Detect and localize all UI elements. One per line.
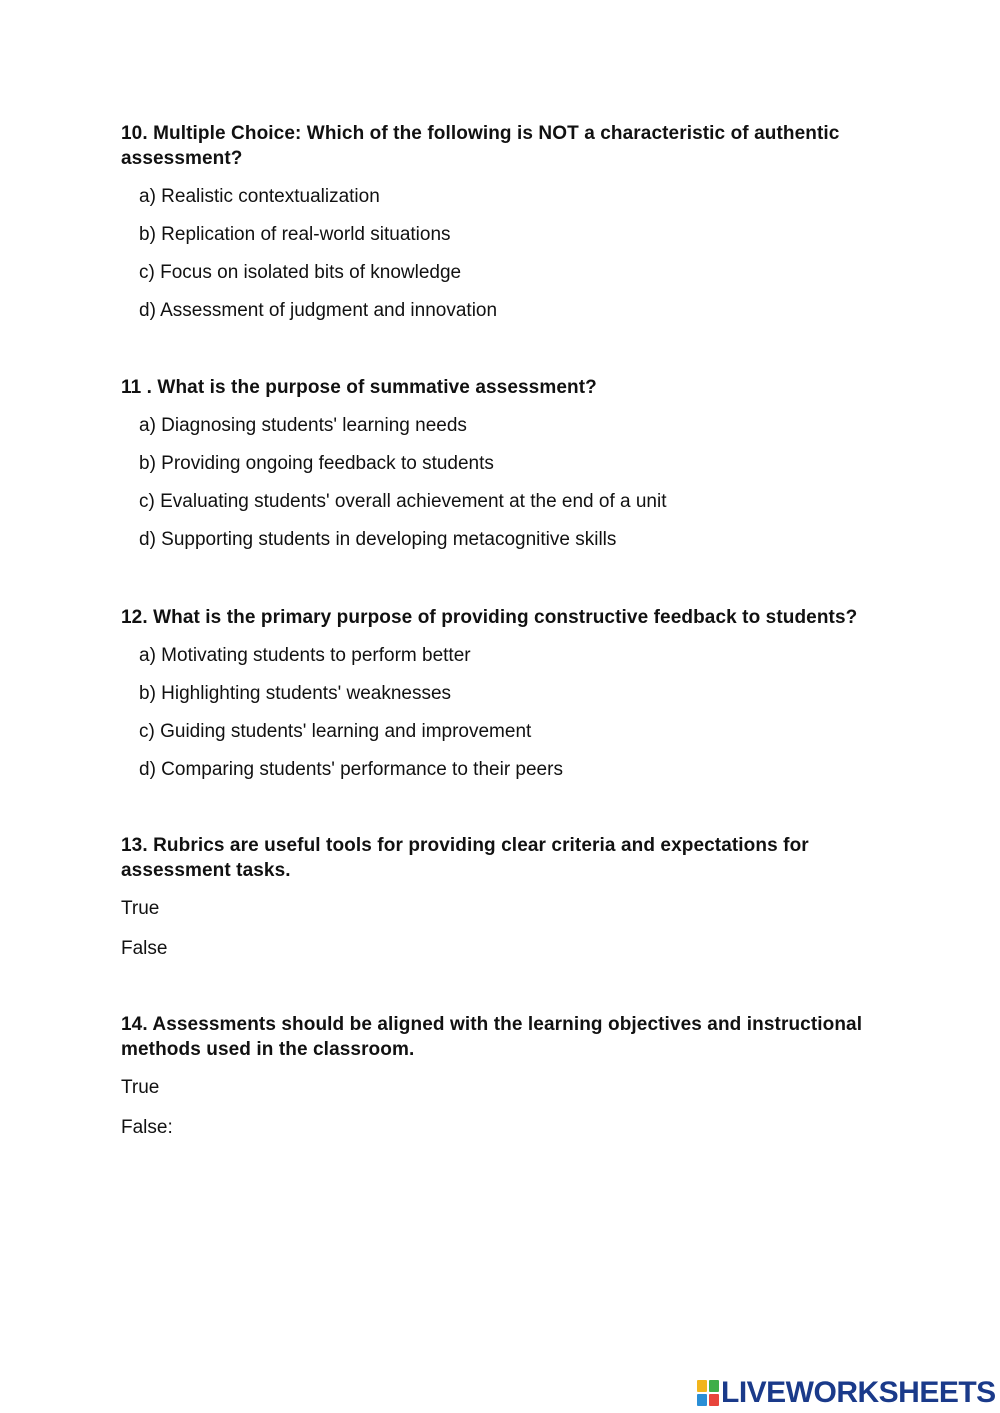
- answer-option[interactable]: d) Comparing students' performance to their peers: [139, 759, 563, 780]
- liveworksheets-logo-icon: [697, 1380, 719, 1406]
- liveworksheets-logo: [697, 1377, 996, 1409]
- question-title: 12. What is the primary purpose of providing constructive feedback to students?: [121, 607, 858, 628]
- answer-option[interactable]: c) Guiding students' learning and improvement: [139, 721, 532, 742]
- question-12: [121, 605, 881, 781]
- logo-tile: [697, 1380, 707, 1392]
- true-option[interactable]: True: [121, 898, 160, 919]
- answer-option[interactable]: b) Providing ongoing feedback to students: [139, 453, 494, 474]
- false-option[interactable]: False:: [121, 1117, 173, 1138]
- logo-tile: [697, 1394, 707, 1406]
- answer-option[interactable]: c) Focus on isolated bits of knowledge: [139, 262, 462, 283]
- answer-option[interactable]: a) Realistic contextualization: [139, 186, 380, 207]
- false-option[interactable]: False: [121, 938, 168, 959]
- answer-option[interactable]: a) Motivating students to perform better: [139, 645, 471, 666]
- answer-options: [121, 645, 881, 781]
- question-11: [121, 375, 881, 551]
- question-title: 11 . What is the purpose of summative assessment?: [121, 377, 597, 398]
- answer-option[interactable]: c) Evaluating students' overall achievement at the end of a unit: [139, 491, 667, 512]
- logo-tile: [709, 1380, 719, 1392]
- question-13: [121, 833, 881, 960]
- answer-options: [121, 186, 881, 322]
- question-title: 14. Assessments should be aligned with the learning objectives and instructional methods used in the classroom.: [121, 1014, 863, 1060]
- question-title: 13. Rubrics are useful tools for providing clear criteria and expectations for assessment tasks.: [121, 835, 809, 881]
- question-title: 10. Multiple Choice: Which of the following is NOT a characteristic of authentic assessment?: [121, 123, 840, 169]
- answer-option[interactable]: d) Assessment of judgment and innovation: [139, 300, 498, 321]
- answer-option[interactable]: b) Replication of real-world situations: [139, 224, 451, 245]
- worksheet-page: [121, 121, 881, 1139]
- answer-option[interactable]: a) Diagnosing students' learning needs: [139, 415, 467, 436]
- logo-tile: [709, 1394, 719, 1406]
- answer-option[interactable]: b) Highlighting students' weaknesses: [139, 683, 452, 704]
- true-option[interactable]: True: [121, 1077, 160, 1098]
- logo-text: LIVEWORKSHEETS: [721, 1376, 996, 1409]
- answer-options: [121, 415, 881, 551]
- question-10: [121, 121, 881, 322]
- answer-option[interactable]: d) Supporting students in developing metacognitive skills: [139, 529, 617, 550]
- question-14: [121, 1012, 881, 1139]
